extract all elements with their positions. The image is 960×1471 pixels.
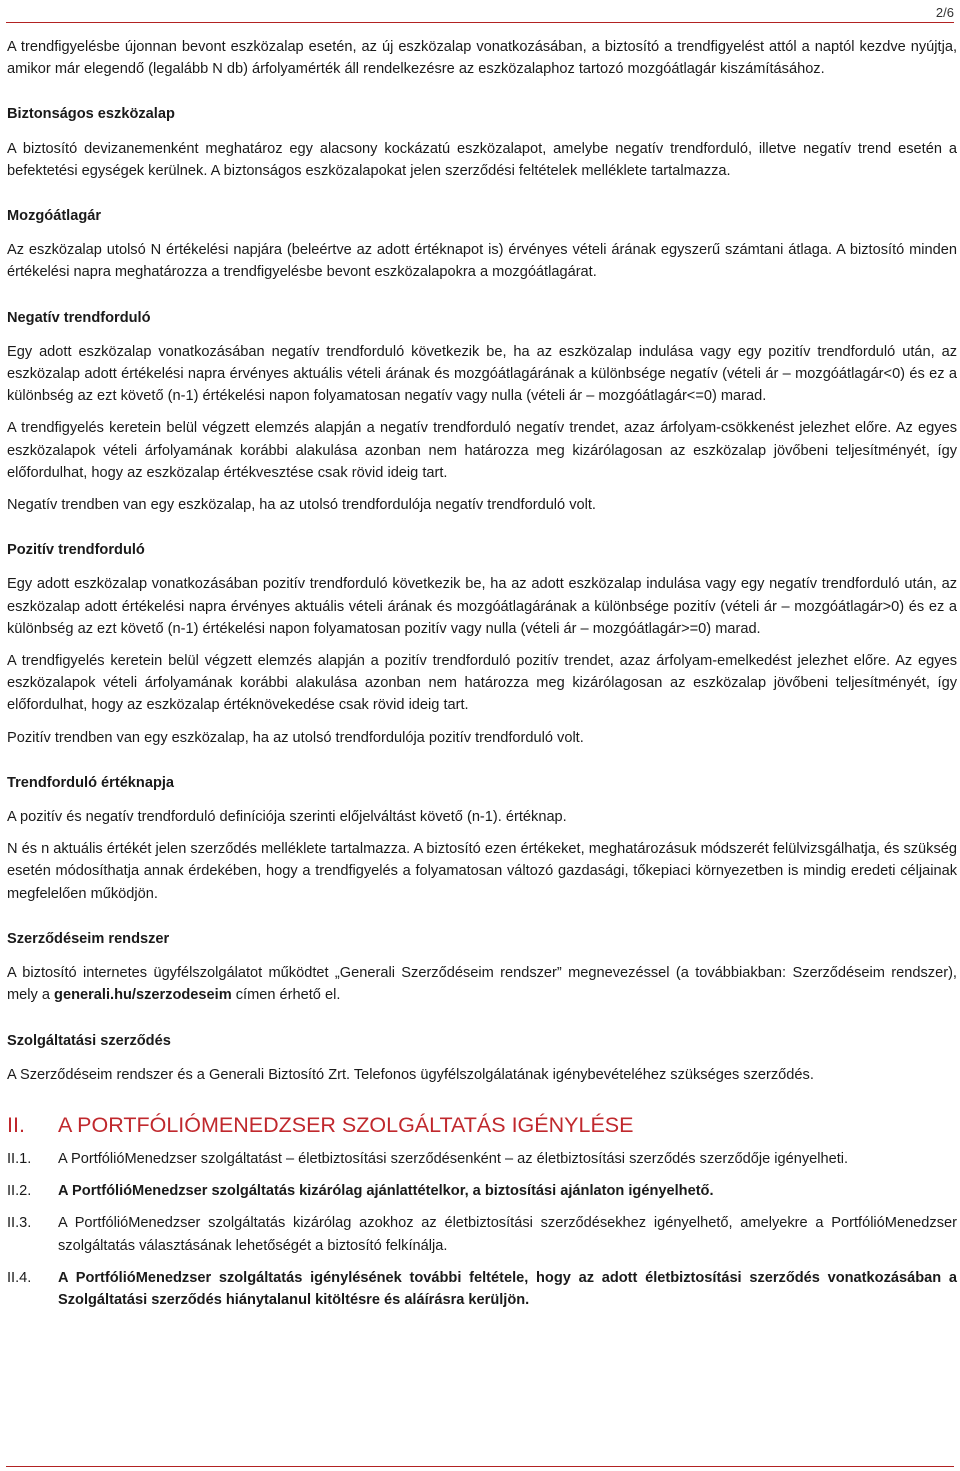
bottom-divider (6, 1466, 954, 1467)
item-text: A PortfólióMenedzser szolgáltatás igénylésének további feltétele, hogy az adott életbiztosítási szerződés vonatkozásában a Szolgáltatási szerződés hiánytalanul kitöltésre és aláírásra kerüljön. (58, 1269, 957, 1308)
text-fragment: címen érhető el. (231, 987, 341, 1004)
intro-paragraph: A trendfigyelésbe újonnan bevont eszközalap esetén, az új eszközalap vonatkozásában, a biztosító a trendfigyelést attól a naptól kezdve nyújtja, amikor már elegendő (legalább N db) árfolyamérték áll rendelkezésre az eszközalaphoz tartozó mozgóátlagár kiszámításához. (7, 39, 957, 78)
paragraph: A trendfigyelés keretein belül végzett elemzés alapján a pozitív trendforduló pozitív trendet, azaz árfolyam-emelkedést jelezhet előre. Az egyes eszközalapok vételi árfolyamának korábbi alakulása azonban nem határozza meg kizárólagosan az eszközalap jövőbeni teljesítményét, így előfordulhat, hogy az eszközalap értéknövekedése csak rövid ideig tart. (7, 653, 957, 714)
paragraph: A Szerződéseim rendszer és a Generali Biztosító Zrt. Telefonos ügyfélszolgálatának igénybevételéhez szükséges szerződés. (7, 1066, 814, 1083)
item-number: II.3. (7, 1215, 32, 1232)
heading-trendfordulo-erteknapja: Trendforduló értéknapja (7, 774, 175, 791)
paragraph: N és n aktuális értékét jelen szerződés melléklete tartalmazza. A biztosító ezen értékeket, meghatározásuk módszerét felülvizsgálhatja, és szükség esetén módosíthatja annak érdekében, hogy a trendfigyelés a folyamatosan változó gazdasági, tőkepiaci környezetben is mindig eredeti céljainak megfelelően működjön. (7, 841, 957, 902)
paragraph: Negatív trendben van egy eszközalap, ha az utolsó trendfordulója negatív trendforduló volt. (7, 497, 596, 514)
heading-szolgaltatasi-szerzodes: Szolgáltatási szerződés (7, 1032, 171, 1049)
item-number: II.1. (7, 1150, 32, 1167)
text-fragment: A biztosító internetes ügyfélszolgálatot működtet „Generali Szerződéseim rendszer” megnevezéssel (a továbbiakban: Szerződéseim rendszer), mely a (7, 965, 957, 1004)
item-text: A PortfólióMenedzser szolgáltatás kizárólag azokhoz az életbiztosítási szerződésekhez igényelhető, amelyekre a PortfólióMenedzser szolgáltatás választásának lehetőségét a biztosító felkínálja. (58, 1215, 957, 1254)
section-title (7, 1112, 957, 1138)
heading-negativ-trendfordulo: Negatív trendforduló (7, 309, 151, 326)
heading-biztonsagos-eszkozalap: Biztonságos eszközalap (7, 106, 175, 123)
heading-mozgoatlagar: Mozgóátlagár (7, 208, 102, 225)
paragraph: Egy adott eszközalap vonatkozásában pozitív trendforduló következik be, ha az adott eszközalap indulása vagy egy negatív trendforduló után, az eszközalap adott értékelési napra érvényes aktuális vételi árának és mozgóátlagárának a különbsége pozitív (vételi ár – mozgóátlagár>0) és ez a különbség az ezt követő (n-1) értékelési napon folyamatosan pozitív vagy nulla (vételi ár – mozgóátlagár>=0) marad. (7, 576, 957, 637)
paragraph: A pozitív és negatív trendforduló definíciója szerinti előjelváltást követő (n-1). értéknap. (7, 809, 567, 826)
paragraph: Egy adott eszközalap vonatkozásában negatív trendforduló következik be, ha az eszközalap indulása vagy egy pozitív trendforduló után, az eszközalap adott értékelési napra érvényes aktuális vételi árának és mozgóátlagárának a különbsége negatív (vételi ár – mozgóátlagár<0) és ez a különbség az ezt követő (n-1) értékelési napon folyamatosan negatív vagy nulla (vételi ár – mozgóátlagár<=0) marad. (7, 343, 957, 405)
list-item (7, 1212, 957, 1256)
page-number: 2/6 (935, 5, 954, 20)
list-item (7, 1180, 957, 1202)
section-number: II. (7, 1112, 25, 1137)
paragraph (7, 962, 957, 1006)
paragraph: A biztosító devizanemenként meghatároz egy alacsony kockázatú eszközalapot, amelybe negatív trendforduló, illetve negatív trend esetén a befektetési egységek kerülnek. A biztonságos eszközalapokat jelen szerződési feltételek melléklete tartalmazza. (7, 140, 957, 179)
paragraph: A trendfigyelés keretein belül végzett elemzés alapján a negatív trendforduló negatív trendet, azaz árfolyam-csökkenést jelezhet előre. Az egyes eszközalapok vételi árfolyamának korábbi alakulása azonban nem határozza meg kizárólagosan az eszközalap jövőbeni teljesítményét, így előfordulhat, hogy az eszközalap értékvesztése csak rövid ideig tart. (7, 420, 957, 481)
item-number: II.2. (7, 1183, 32, 1200)
item-text: A PortfólióMenedzser szolgáltatást – életbiztosítási szerződésenként – az életbiztosítási szerződés szerződője igényelheti. (58, 1150, 849, 1167)
heading-pozitiv-trendfordulo: Pozitív trendforduló (7, 542, 145, 559)
list-item (7, 1267, 957, 1311)
section-heading: A PORTFÓLIÓMENEDZSER SZOLGÁLTATÁS IGÉNYLÉSE (58, 1112, 634, 1137)
paragraph: Az eszközalap utolsó N értékelési napjára (beleértve az adott értéknapot is) érvényes vételi árának egyszerű számtani átlaga. A biztosító minden értékelési napra meghatározza a trendfigyelésbe bevont eszközalapokra a mozgóátlagárat. (7, 242, 957, 281)
list-item (7, 1148, 957, 1170)
item-text: A PortfólióMenedzser szolgáltatás kizárólag ajánlattételkor, a biztosítási ajánlaton igényelhető. (58, 1183, 714, 1200)
top-divider (6, 22, 954, 23)
heading-szerzodeseim-rendszer: Szerződéseim rendszer (7, 930, 170, 947)
paragraph: Pozitív trendben van egy eszközalap, ha az utolsó trendfordulója pozitív trendforduló volt. (7, 729, 584, 746)
document-body (7, 36, 957, 1311)
website-link[interactable]: generali.hu/szerzodeseim (54, 987, 232, 1004)
item-number: II.4. (7, 1269, 32, 1286)
